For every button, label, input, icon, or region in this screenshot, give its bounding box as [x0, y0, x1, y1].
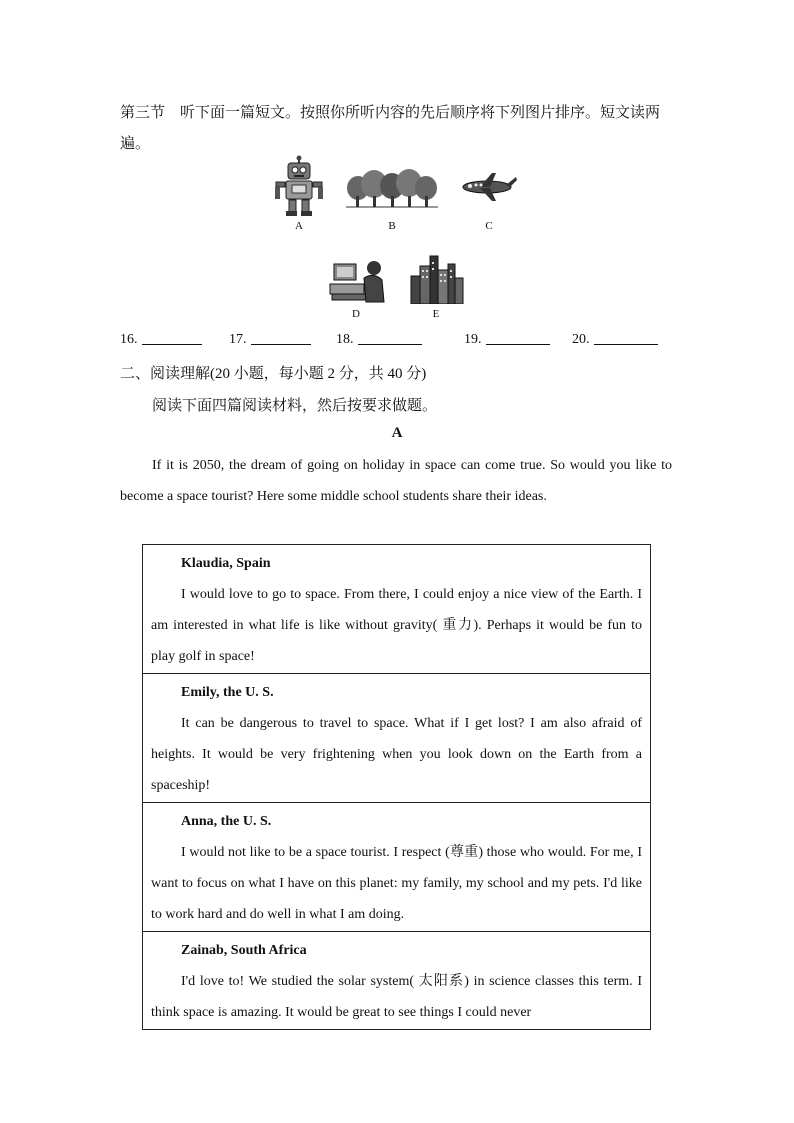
student-name: Anna, the U. S.	[181, 814, 272, 829]
picture-label-a: A	[295, 220, 303, 232]
person-at-computer-icon	[328, 258, 386, 304]
table-row	[143, 545, 651, 674]
student-opinion: I'd love to! We studied the solar system( 太阳系) in science classes this term. I think space is amazing. It would be great to see things I could never	[151, 974, 642, 1020]
opinion-cell-emily	[143, 674, 651, 803]
picture-label-c: C	[485, 220, 493, 232]
answer-blank-16[interactable]: 16.	[120, 330, 202, 348]
section2-title: 二、阅读理解(20 小题，每小题 2 分，共 40 分)	[120, 366, 427, 382]
picture-label-d: D	[352, 308, 360, 320]
student-name: Klaudia, Spain	[181, 556, 271, 571]
table-row	[143, 674, 651, 803]
answer-blank-20[interactable]: 20.	[572, 330, 658, 348]
answer-blank-18[interactable]: 18.	[336, 330, 422, 348]
answer-blank-19[interactable]: 19.	[464, 330, 550, 348]
opinion-cell-zainab	[143, 932, 651, 1030]
student-opinion: I would not like to be a space tourist. I respect (尊重) those who would. For me, I want to focus on what I have on this planet: my family, my school and my pets. I'd like to work hard and do well in what I am doing.	[151, 845, 642, 922]
section2-instruction: 阅读下面四篇阅读材料，然后按要求做题。	[152, 398, 438, 414]
picture-label-e: E	[432, 308, 440, 320]
passage-title: A	[391, 425, 403, 441]
student-name: Emily, the U. S.	[181, 685, 274, 700]
picture-label-b: B	[388, 220, 396, 232]
city-buildings-icon	[410, 254, 464, 304]
section3-heading: 第三节 听下面一篇短文。按照你所听内容的先后顺序将下列图片排序。短文读两遍。	[120, 105, 661, 152]
passage-intro-text: If it is 2050, the dream of going on holiday in space can come true. So would you like to become a space tourist? Here some middle school students share their ideas.	[120, 458, 672, 504]
airplane-icon	[460, 170, 518, 204]
passage-intro	[120, 450, 672, 512]
opinion-cell-anna	[143, 803, 651, 932]
trees-icon	[346, 168, 438, 208]
table-row	[143, 932, 651, 1030]
robot-icon	[272, 155, 326, 217]
table-row	[143, 803, 651, 932]
student-name: Zainab, South Africa	[181, 943, 307, 958]
answer-blank-17[interactable]: 17.	[229, 330, 311, 348]
opinion-cell-klaudia	[143, 545, 651, 674]
student-opinion: It can be dangerous to travel to space. What if I get lost? I am also afraid of heights. It would be very frightening when you look down on the Earth from a spaceship!	[151, 716, 642, 793]
answer-blanks	[120, 330, 680, 352]
student-opinion: I would love to go to space. From there, I could enjoy a nice view of the Earth. I am interested in what life is like without gravity( 重力). Perhaps it would be fun to play golf in space!	[151, 587, 642, 664]
opinions-table	[142, 544, 651, 1030]
